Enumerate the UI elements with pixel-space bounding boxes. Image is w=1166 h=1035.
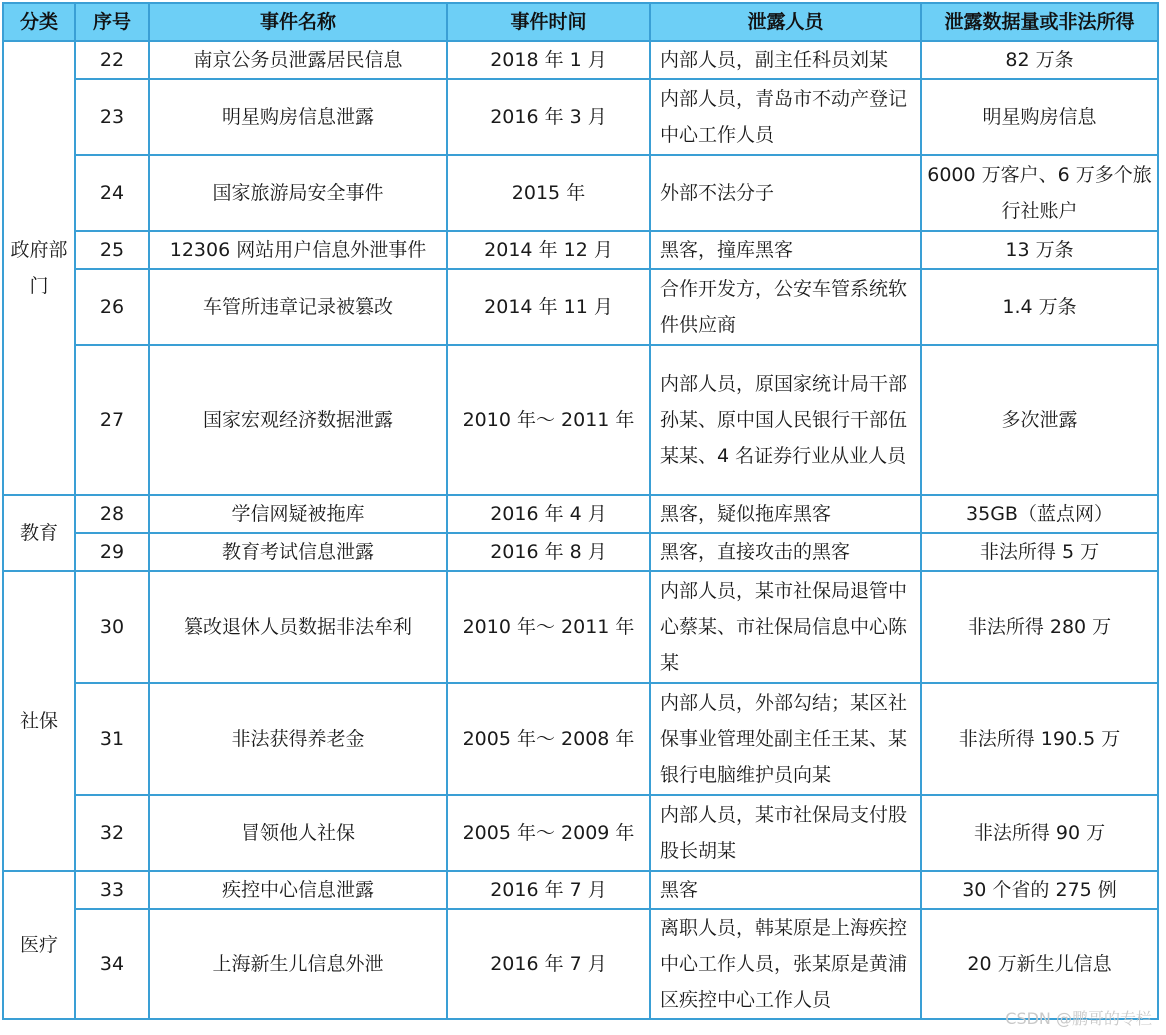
row-event: 南京公务员泄露居民信息 xyxy=(149,41,447,79)
header-person: 泄露人员 xyxy=(650,3,921,41)
row-event: 车管所违章记录被篡改 xyxy=(149,269,447,345)
row-index: 26 xyxy=(75,269,149,345)
row-time: 2005 年～ 2008 年 xyxy=(447,683,650,795)
row-event: 国家宏观经济数据泄露 xyxy=(149,345,447,495)
row-index: 25 xyxy=(75,231,149,269)
row-amount: 1.4 万条 xyxy=(921,269,1158,345)
watermark-text: CSDN @鹏哥的专栏 xyxy=(1005,1009,1152,1028)
row-event: 学信网疑被拖库 xyxy=(149,495,447,533)
row-amount: 明星购房信息 xyxy=(921,79,1158,155)
row-time: 2014 年 11 月 xyxy=(447,269,650,345)
table-row xyxy=(3,41,1158,79)
row-time: 2014 年 12 月 xyxy=(447,231,650,269)
table-row xyxy=(3,571,1158,683)
row-index: 32 xyxy=(75,795,149,871)
row-index: 22 xyxy=(75,41,149,79)
table-row xyxy=(3,269,1158,345)
row-person: 内部人员，原国家统计局干部孙某、原中国人民银行干部伍某某、4 名证券行业从业人员 xyxy=(650,345,921,495)
row-time: 2005 年～ 2009 年 xyxy=(447,795,650,871)
row-person: 内部人员，外部勾结；某区社保事业管理处副主任王某、某银行电脑维护员向某 xyxy=(650,683,921,795)
row-time: 2016 年 7 月 xyxy=(447,871,650,909)
row-time: 2018 年 1 月 xyxy=(447,41,650,79)
row-event: 教育考试信息泄露 xyxy=(149,533,447,571)
header-amount: 泄露数据量或非法所得 xyxy=(921,3,1158,41)
row-amount: 非法所得 90 万 xyxy=(921,795,1158,871)
table-row xyxy=(3,795,1158,871)
category-cell-social: 社保 xyxy=(3,571,75,871)
row-event: 冒领他人社保 xyxy=(149,795,447,871)
row-event: 国家旅游局安全事件 xyxy=(149,155,447,231)
row-amount: 30 个省的 275 例 xyxy=(921,871,1158,909)
row-amount: 非法所得 5 万 xyxy=(921,533,1158,571)
row-time: 2016 年 8 月 xyxy=(447,533,650,571)
row-time: 2010 年～ 2011 年 xyxy=(447,345,650,495)
row-amount: 6000 万客户、6 万多个旅行社账户 xyxy=(921,155,1158,231)
row-time: 2016 年 7 月 xyxy=(447,909,650,1019)
row-index: 29 xyxy=(75,533,149,571)
header-index: 序号 xyxy=(75,3,149,41)
row-person: 内部人员，某市社保局支付股股长胡某 xyxy=(650,795,921,871)
row-amount: 非法所得 190.5 万 xyxy=(921,683,1158,795)
header-event: 事件名称 xyxy=(149,3,447,41)
table-row xyxy=(3,345,1158,495)
row-person: 黑客，疑似拖库黑客 xyxy=(650,495,921,533)
row-amount: 35GB（蓝点网） xyxy=(921,495,1158,533)
data-leak-table xyxy=(2,2,1159,1020)
table-row xyxy=(3,533,1158,571)
row-person: 内部人员，副主任科员刘某 xyxy=(650,41,921,79)
header-time: 事件时间 xyxy=(447,3,650,41)
row-event: 疾控中心信息泄露 xyxy=(149,871,447,909)
category-cell-gov: 政府部门 xyxy=(3,41,75,495)
row-amount: 20 万新生儿信息 xyxy=(921,909,1158,1019)
table-row xyxy=(3,231,1158,269)
table-row xyxy=(3,871,1158,909)
row-time: 2015 年 xyxy=(447,155,650,231)
row-time: 2016 年 4 月 xyxy=(447,495,650,533)
row-person: 内部人员，青岛市不动产登记中心工作人员 xyxy=(650,79,921,155)
row-person: 黑客 xyxy=(650,871,921,909)
row-event: 上海新生儿信息外泄 xyxy=(149,909,447,1019)
row-index: 33 xyxy=(75,871,149,909)
table-row xyxy=(3,155,1158,231)
row-index: 23 xyxy=(75,79,149,155)
header-row xyxy=(3,3,1158,41)
category-cell-medical: 医疗 xyxy=(3,871,75,1019)
row-index: 31 xyxy=(75,683,149,795)
row-amount: 13 万条 xyxy=(921,231,1158,269)
row-person: 外部不法分子 xyxy=(650,155,921,231)
row-event: 非法获得养老金 xyxy=(149,683,447,795)
row-event: 篡改退休人员数据非法牟利 xyxy=(149,571,447,683)
row-amount: 82 万条 xyxy=(921,41,1158,79)
row-index: 24 xyxy=(75,155,149,231)
row-person: 黑客，直接攻击的黑客 xyxy=(650,533,921,571)
header-category: 分类 xyxy=(3,3,75,41)
row-event: 明星购房信息泄露 xyxy=(149,79,447,155)
row-index: 28 xyxy=(75,495,149,533)
row-event: 12306 网站用户信息外泄事件 xyxy=(149,231,447,269)
row-index: 30 xyxy=(75,571,149,683)
row-person: 内部人员，某市社保局退管中心蔡某、市社保局信息中心陈某 xyxy=(650,571,921,683)
row-index: 34 xyxy=(75,909,149,1019)
table-row xyxy=(3,683,1158,795)
row-time: 2010 年～ 2011 年 xyxy=(447,571,650,683)
row-time: 2016 年 3 月 xyxy=(447,79,650,155)
row-person: 合作开发方，公安车管系统软件供应商 xyxy=(650,269,921,345)
row-amount: 非法所得 280 万 xyxy=(921,571,1158,683)
table-row xyxy=(3,79,1158,155)
table-row xyxy=(3,909,1158,1019)
row-index: 27 xyxy=(75,345,149,495)
row-person: 黑客，撞库黑客 xyxy=(650,231,921,269)
category-cell-edu: 教育 xyxy=(3,495,75,571)
table-row xyxy=(3,495,1158,533)
row-amount: 多次泄露 xyxy=(921,345,1158,495)
row-person: 离职人员，韩某原是上海疾控中心工作人员，张某原是黄浦区疾控中心工作人员 xyxy=(650,909,921,1019)
